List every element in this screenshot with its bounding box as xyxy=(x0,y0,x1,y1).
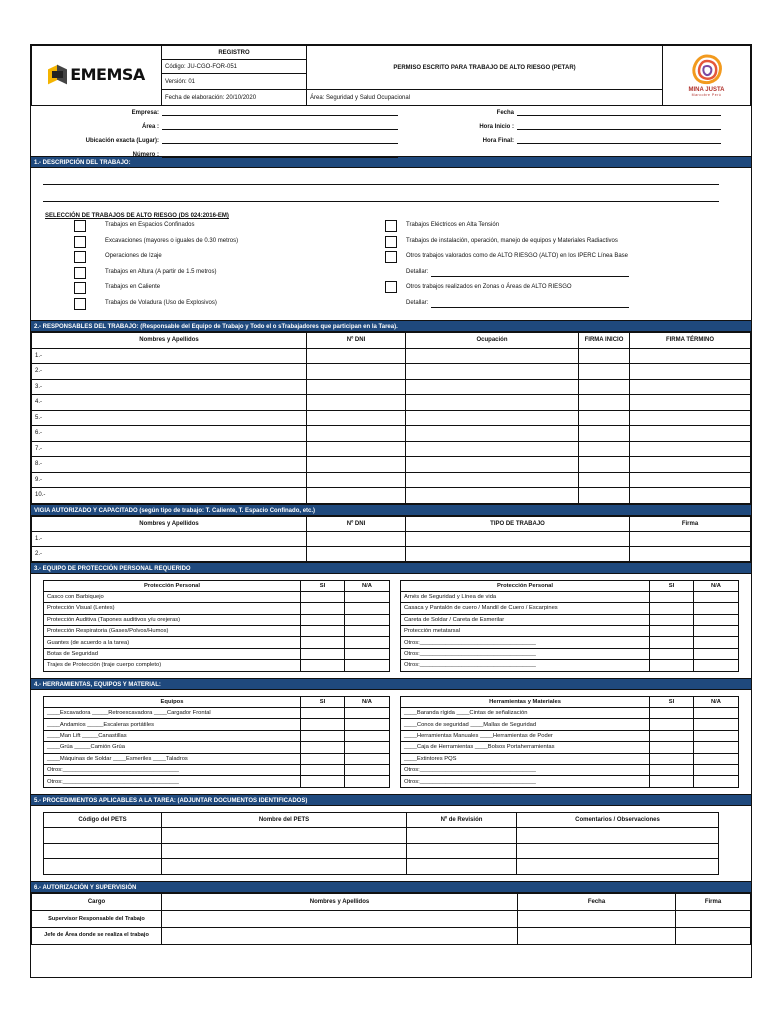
form-title: PERMISO ESCRITO PARA TRABAJO DE ALTO RIESGO (PETAR) xyxy=(307,46,663,90)
vigia-table xyxy=(31,516,751,562)
fecha-elaboracion: Fecha de elaboración: 20/10/2020 xyxy=(162,90,307,106)
option-otros-zonas: Otros trabajos realizados en Zonas o Áreas de ALTO RIESGO xyxy=(406,284,572,290)
pets-col-revision: Nº de Revisión xyxy=(407,812,517,828)
option-espacios-confinados: Trabajos en Espacios Confinados xyxy=(105,222,195,228)
checkbox-radiactivos[interactable] xyxy=(385,236,397,248)
table-row[interactable]: ____Caja de Herramientas ____Bolsos Portaherramientas xyxy=(400,742,738,753)
table-row[interactable]: Otros:____________________________________ xyxy=(400,764,738,775)
table-row[interactable]: Otros:____________________________________ xyxy=(44,764,390,775)
col-dni: Nº DNI xyxy=(307,333,406,349)
hora-inicio-label: Hora Inicio : xyxy=(479,124,514,130)
table-row[interactable]: ____Man Lift _____Canastillas xyxy=(44,730,390,741)
section-3-header: 3.- EQUIPO DE PROTECCIÓN PERSONAL REQUERIDO xyxy=(31,562,751,574)
col-nombres: Nombres y Apellidos xyxy=(32,333,307,349)
ememsa-cube-icon xyxy=(48,65,67,84)
table-row[interactable]: Supervisor Responsable del Trabajo xyxy=(32,910,751,927)
table-row[interactable]: Protección Respiratoria (Gases/Polvos/Humos) xyxy=(44,626,390,637)
permit-form xyxy=(30,44,752,978)
table-row[interactable]: Otros:____________________________________ xyxy=(44,776,390,787)
form-header xyxy=(31,45,751,106)
table-row[interactable]: ____Máquinas de Soldar ____Esmeriles ____Taladros xyxy=(44,753,390,764)
checkbox-voladura[interactable] xyxy=(74,298,86,310)
table-row[interactable]: Protección Auditiva (Tapones auditivos y/u orejeras) xyxy=(44,614,390,625)
table-row[interactable]: ____Baranda rígida ____Cintas de señalización xyxy=(400,708,738,719)
table-row[interactable]: 2.- xyxy=(32,546,751,561)
table-row[interactable]: 7.- xyxy=(32,441,751,457)
table-row[interactable]: Arnés de Seguridad y Línea de vida xyxy=(400,591,738,602)
section-1-header: 1.- DESCRIPCIÓN DEL TRABAJO: xyxy=(31,156,751,168)
fecha-field[interactable] xyxy=(517,110,721,116)
table-row[interactable]: ____Herramientas Manuales ____Herramientas de Poder xyxy=(400,730,738,741)
table-row[interactable]: Protección metatarsal xyxy=(400,626,738,637)
checkbox-espacios-confinados[interactable] xyxy=(74,220,86,232)
herramientas-table: Herramientas y Materiales SI N/A ____Baranda rígida ____Cintas de señalización ____Conos de seguridad ____Mallas de Seguridad ____Herramientas Manuales ____Herramientas de Poder ____Caja de Herramientas ____Bolsos Portaherramientas ____Extintores PQS Otros:____________________________________ Otros:____________________________________ xyxy=(400,696,739,788)
table-row[interactable]: ____Grúa _____Camión Grúa xyxy=(44,742,390,753)
epp-table-left: Protección Personal SI N/A Casco con Barbiquejo Protección Visual (Lentes) Protección Auditiva (Tapones auditivos y/u orejeras) Protección Respiratoria (Gases/Polvos/Humos) Guantes (de acuerdo a la tarea) Botas de Seguridad Trajes de Protección (traje cuerpo completo) xyxy=(43,580,390,672)
table-row[interactable]: 9.- xyxy=(32,472,751,488)
col-firma-termino: FIRMA TÉRMINO xyxy=(630,333,751,349)
empresa-label: Empresa: xyxy=(131,110,159,116)
section-2-header: 2.- RESPONSABLES DEL TRABAJO: (Responsable del Equipo de Trabajo y Todo el o sTrabajadores que participan en la Tarea). xyxy=(31,320,751,332)
table-row[interactable]: Otros:____________________________________ xyxy=(400,776,738,787)
version-value: Versión: 01 xyxy=(162,74,307,90)
detallar-field-1[interactable] xyxy=(431,276,629,277)
checkbox-electricos[interactable] xyxy=(385,220,397,232)
auth-col-fecha: Fecha xyxy=(518,893,676,910)
table-row[interactable]: ____Conos de seguridad ____Mallas de Seguridad xyxy=(400,719,738,730)
checkbox-otros-iperc[interactable] xyxy=(385,251,397,263)
section-5-header: 5.- PROCEDIMIENTOS APLICABLES A LA TAREA: (ADJUNTAR DOCUMENTOS IDENTIFICADOS) xyxy=(31,794,751,806)
pets-col-codigo: Código del PETS xyxy=(44,812,162,828)
hora-inicio-field[interactable] xyxy=(517,124,721,130)
section-4-header: 4.- HERRAMIENTAS, EQUIPOS Y MATERIAL: xyxy=(31,678,751,690)
auth-col-nombres: Nombres y Apellidos xyxy=(162,893,518,910)
table-row[interactable]: 5.- xyxy=(32,410,751,426)
vigia-col-tipo: TIPO DE TRABAJO xyxy=(406,516,630,531)
area-field[interactable] xyxy=(162,124,398,130)
area-value: Área: Seguridad y Salud Ocupacional xyxy=(307,90,663,106)
work-description xyxy=(31,168,751,320)
table-row[interactable]: 3.- xyxy=(32,379,751,395)
option-otros-iperc: Otros trabajos valorados como de ALTO RIESGO (ALTO) en los IPERC Línea Base xyxy=(406,253,628,259)
ememsa-logo: EMEMSA xyxy=(32,46,162,106)
numero-field[interactable] xyxy=(162,152,398,158)
table-row[interactable]: 1.- xyxy=(32,348,751,364)
table-row[interactable]: ____Andamios _____Escaleras portátiles xyxy=(44,719,390,730)
general-info xyxy=(31,106,751,156)
table-row[interactable]: Casaca y Pantalón de cuero / Mandil de Cuero / Escarpines xyxy=(400,603,738,614)
option-izaje: Operaciones de Izaje xyxy=(105,253,162,259)
option-excavaciones: Excavaciones (mayores o iguales de 0.30 metros) xyxy=(105,238,239,244)
pets-col-comentarios: Comentarios / Observaciones xyxy=(517,812,719,828)
col-ocupacion: Ocupación xyxy=(406,333,579,349)
table-row[interactable]: ____Excavadora _____Retroexcavadora ____Cargador Frontal xyxy=(44,708,390,719)
table-row[interactable]: Guantes (de acuerdo a la tarea) xyxy=(44,637,390,648)
table-row[interactable] xyxy=(44,859,719,875)
codigo-value: Código: JU-CGO-FOR-051 xyxy=(162,60,307,74)
detallar-label-1: Detallar: xyxy=(406,269,429,275)
option-altura: Trabajos en Altura (A partir de 1.5 metros) xyxy=(105,269,217,275)
option-voladura: Trabajos de Voladura (Uso de Explosivos) xyxy=(105,300,217,306)
autorizacion-table xyxy=(31,893,751,945)
empresa-field[interactable] xyxy=(162,110,398,116)
checkbox-caliente[interactable] xyxy=(74,282,86,294)
equipos-table: Equipos SI N/A ____Excavadora _____Retroexcavadora ____Cargador Frontal ____Andamios _____Escaleras portátiles ____Man Lift _____Canastillas ____Grúa _____Camión Grúa ____Máquinas de Soldar ____Esmeriles ____Taladros Otros:____________________________________ Otros:____________________________________ xyxy=(43,696,390,788)
table-row[interactable]: 4.- xyxy=(32,395,751,411)
pets-table xyxy=(43,812,719,875)
mina-justa-emblem-icon xyxy=(690,54,724,86)
vigia-col-nombres: Nombres y Apellidos xyxy=(32,516,307,531)
ubicacion-label: Ubicación exacta (Lugar): xyxy=(85,138,159,144)
table-row[interactable]: Otros:____________________________________ xyxy=(400,637,738,648)
checkbox-otros-zonas[interactable] xyxy=(385,281,397,293)
numero-label: Número : xyxy=(132,152,159,158)
col-firma-inicio: FIRMA INICIO xyxy=(579,333,630,349)
table-row[interactable] xyxy=(44,828,719,844)
vigia-header: VIGIA AUTORIZADO Y CAPACITADO (según tipo de trabajo: T. Caliente, T. Espacio Confinado, etc.) xyxy=(31,504,751,516)
ubicacion-field[interactable] xyxy=(162,138,398,144)
table-row[interactable]: Botas de Seguridad xyxy=(44,648,390,659)
table-row[interactable]: Trajes de Protección (traje cuerpo completo) xyxy=(44,660,390,671)
epp-table-right: Protección Personal SI N/A Arnés de Seguridad y Línea de vida Casaca y Pantalón de cuero / Mandil de Cuero / Escarpines Careta de Soldar / Careta de Esmerilar Protección metatarsal Otros:____________________________________ Otros:____________________________________ Otros:____________________________________ xyxy=(400,580,739,672)
checkbox-izaje[interactable] xyxy=(74,251,86,263)
epp-area xyxy=(31,574,751,678)
table-row[interactable]: 2.- xyxy=(32,364,751,380)
pets-col-nombre: Nombre del PETS xyxy=(162,812,407,828)
section-6-header: 6.- AUTORIZACIÓN Y SUPERVISIÓN xyxy=(31,881,751,893)
auth-col-cargo: Cargo xyxy=(32,893,162,910)
option-radiactivos: Trabajos de instalación, operación, manejo de equipos y Materiales Radiactivos xyxy=(406,238,618,244)
option-caliente: Trabajos en Caliente xyxy=(105,284,161,290)
vigia-col-firma: Firma xyxy=(630,516,751,531)
detallar-field-2[interactable] xyxy=(431,307,629,308)
mina-justa-logo: MINA JUSTA Marcobre Perú xyxy=(663,46,751,106)
table-row[interactable]: 8.- xyxy=(32,457,751,473)
table-row[interactable]: Careta de Soldar / Careta de Esmerilar xyxy=(400,614,738,625)
description-line-2[interactable] xyxy=(43,201,719,202)
area-label: Área : xyxy=(141,124,159,130)
table-row[interactable]: ____Extintores PQS xyxy=(400,753,738,764)
table-row[interactable]: Jefe de Área donde se realiza el trabajo xyxy=(32,927,751,944)
table-row[interactable]: 1.- xyxy=(32,531,751,546)
table-row[interactable]: Casco con Barbiquejo xyxy=(44,591,390,602)
fecha-label: Fecha xyxy=(496,110,514,116)
auth-col-firma: Firma xyxy=(676,893,751,910)
table-row[interactable]: Protección Visual (Lentes) xyxy=(44,603,390,614)
registro-label: REGISTRO xyxy=(162,46,307,60)
checkbox-excavaciones[interactable] xyxy=(74,236,86,248)
detallar-label-2: Detallar: xyxy=(406,300,429,306)
selection-title: SELECCIÓN DE TRABAJOS DE ALTO RIESGO (DS 024:2016-EM) xyxy=(45,213,229,219)
hora-final-label: Hora Final: xyxy=(482,138,514,144)
table-row[interactable] xyxy=(44,843,719,859)
table-row[interactable]: 6.- xyxy=(32,426,751,442)
responsables-table xyxy=(31,332,751,504)
equipos-area xyxy=(31,690,751,794)
vigia-col-dni: Nº DNI xyxy=(307,516,406,531)
checkbox-altura[interactable] xyxy=(74,267,86,279)
table-row[interactable]: Otros:____________________________________ xyxy=(400,660,738,671)
table-row[interactable]: Otros:____________________________________ xyxy=(400,648,738,659)
hora-final-field[interactable] xyxy=(517,138,721,144)
pets-area xyxy=(31,806,751,881)
table-row[interactable]: 10.- xyxy=(32,488,751,504)
description-line-1[interactable] xyxy=(43,184,719,185)
option-electricos: Trabajos Eléctricos en Alta Tensión xyxy=(406,222,500,228)
